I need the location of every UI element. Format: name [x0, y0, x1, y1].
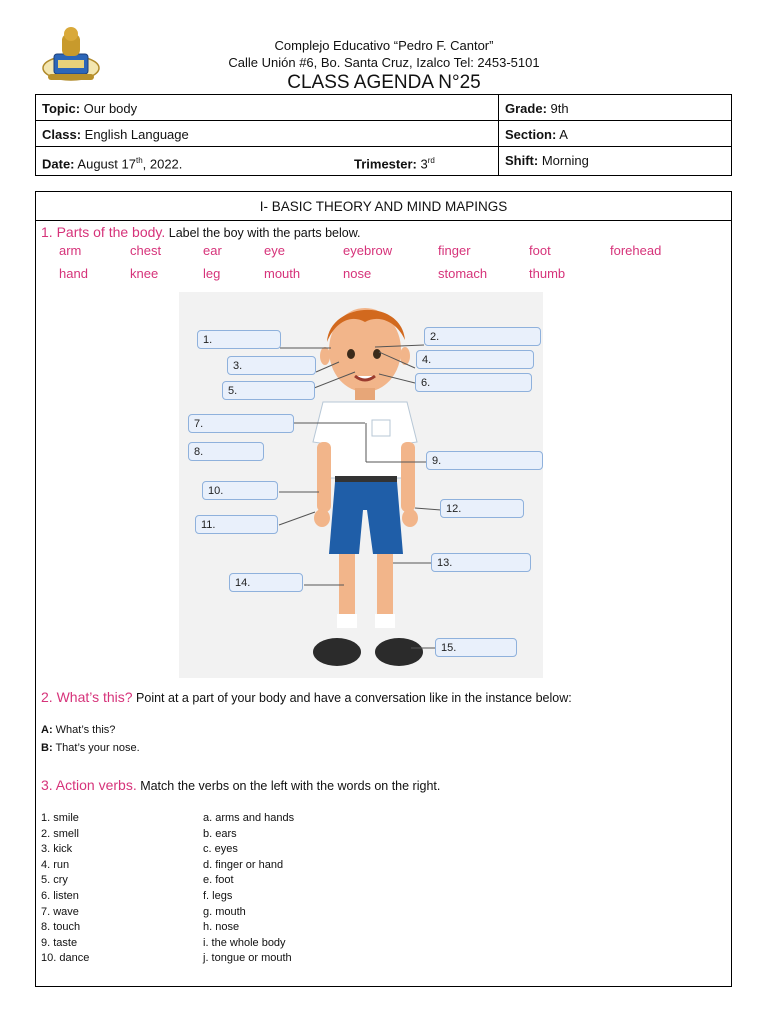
topic-cell: [36, 95, 499, 121]
section-cell: [499, 121, 732, 147]
match-item: a. arms and hands: [203, 812, 295, 824]
school-name: Complejo Educativo “Pedro F. Cantor”: [274, 38, 494, 53]
date-cell: [36, 147, 349, 176]
verb-item: 3. kick: [41, 843, 73, 856]
school-address: Calle Unión #6, Bo. Santa Cruz, Izalco Tel: 2453-5101: [228, 55, 540, 70]
word-bank-item: eye: [264, 243, 285, 258]
class-value: English Language: [84, 127, 189, 142]
match-item: j. tongue or mouth: [203, 952, 292, 965]
label-box-8[interactable]: 8.: [188, 442, 264, 461]
match-item: c. eyes: [203, 843, 238, 856]
verb-item: 6. listen: [41, 889, 79, 902]
shift-cell: [499, 147, 732, 176]
grade-cell: [499, 95, 732, 121]
date-year: , 2022.: [142, 156, 183, 172]
page-title: CLASS AGENDA N°25: [287, 72, 481, 93]
word-bank-item: eyebrow: [343, 243, 393, 258]
match-item: h. nose: [203, 921, 240, 934]
grade-label: Grade:: [505, 101, 547, 116]
speaker-b-text: That’s your nose.: [52, 742, 140, 754]
date-value: August 17: [77, 156, 136, 172]
label-box-10[interactable]: 10.: [202, 481, 278, 500]
q1-instruction: Label the boy with the parts below.: [165, 226, 361, 240]
shift-value: Morning: [541, 153, 589, 168]
match-item: f. legs: [203, 889, 233, 902]
word-bank-item: arm: [59, 243, 82, 258]
word-bank-item: leg: [203, 266, 221, 281]
word-bank-item: mouth: [264, 266, 301, 281]
word-bank-item: knee: [130, 266, 159, 281]
section-title: I- BASIC THEORY AND MIND MAPINGS: [36, 192, 731, 221]
word-bank-item: foot: [529, 243, 551, 258]
shift-label: Shift:: [505, 153, 539, 168]
word-bank-item: chest: [130, 243, 162, 258]
word-bank-item: finger: [438, 243, 471, 258]
trimester-label: Trimester:: [354, 156, 417, 172]
match-item: i. the whole body: [203, 936, 286, 949]
date-label: Date:: [42, 156, 75, 172]
speaker-a-label: A:: [41, 724, 53, 736]
verb-item: 1. smile: [41, 812, 79, 824]
verbs-left-column: [41, 811, 89, 967]
label-box-13[interactable]: 13.: [431, 553, 531, 572]
q1-heading: [41, 224, 361, 240]
word-bank-item: ear: [203, 243, 222, 258]
class-cell: [36, 121, 499, 147]
word-bank-item: thumb: [529, 266, 566, 281]
speaker-a-text: What’s this?: [52, 724, 116, 736]
words-right-column: [203, 811, 294, 967]
label-box-1[interactable]: 1.: [197, 330, 281, 349]
info-table: [35, 94, 732, 176]
word-bank-item: forehead: [610, 243, 662, 258]
class-label: Class:: [42, 127, 82, 142]
label-box-3[interactable]: 3.: [227, 356, 316, 375]
verb-item: 2. smell: [41, 827, 79, 840]
q3-heading: [41, 777, 440, 793]
match-item: b. ears: [203, 827, 237, 840]
label-box-7[interactable]: 7.: [188, 414, 294, 433]
label-box-11[interactable]: 11.: [195, 515, 278, 534]
topic-label: Topic:: [42, 101, 81, 116]
dialogue-line-b: [41, 742, 140, 754]
q3-instruction: Match the verbs on the left with the words on the right.: [136, 779, 441, 793]
trimester-value: 3: [420, 156, 428, 172]
word-bank-item: nose: [343, 266, 372, 281]
verb-item: 5. cry: [41, 874, 68, 887]
verb-item: 8. touch: [41, 921, 81, 934]
label-box-2[interactable]: 2.: [424, 327, 541, 346]
label-box-14[interactable]: 14.: [229, 573, 303, 592]
word-bank-item: hand: [59, 266, 88, 281]
topic-value: Our body: [83, 101, 138, 116]
q2-instruction: Point at a part of your body and have a conversation like in the instance below:: [132, 691, 572, 705]
label-box-6[interactable]: 6.: [415, 373, 532, 392]
dialogue-line-a: [41, 724, 115, 736]
verb-item: 9. taste: [41, 936, 78, 949]
trimester-cell: [348, 147, 499, 176]
q2-title: 2. What’s this?: [41, 689, 133, 705]
label-box-15[interactable]: 15.: [435, 638, 517, 657]
verb-item: 10. dance: [41, 952, 90, 965]
verb-item: 7. wave: [41, 905, 79, 918]
word-bank-item: stomach: [438, 266, 488, 281]
label-box-4[interactable]: 4.: [416, 350, 534, 369]
label-box-9[interactable]: 9.: [426, 451, 543, 470]
trimester-suffix: rd: [427, 156, 435, 165]
q3-title: 3. Action verbs.: [41, 777, 137, 793]
match-item: e. foot: [203, 874, 234, 887]
section-label: Section:: [505, 127, 557, 142]
label-box-5[interactable]: 5.: [222, 381, 315, 400]
verb-item: 4. run: [41, 858, 70, 871]
speaker-b-label: B:: [41, 742, 53, 754]
match-item: g. mouth: [203, 905, 246, 918]
q2-heading: [41, 689, 572, 705]
label-box-12[interactable]: 12.: [440, 499, 524, 518]
section-value: A: [559, 127, 568, 142]
grade-value: 9th: [550, 101, 569, 116]
match-item: d. finger or hand: [203, 858, 284, 871]
date-suffix: th: [135, 156, 143, 165]
q1-title: 1. Parts of the body.: [41, 224, 166, 240]
